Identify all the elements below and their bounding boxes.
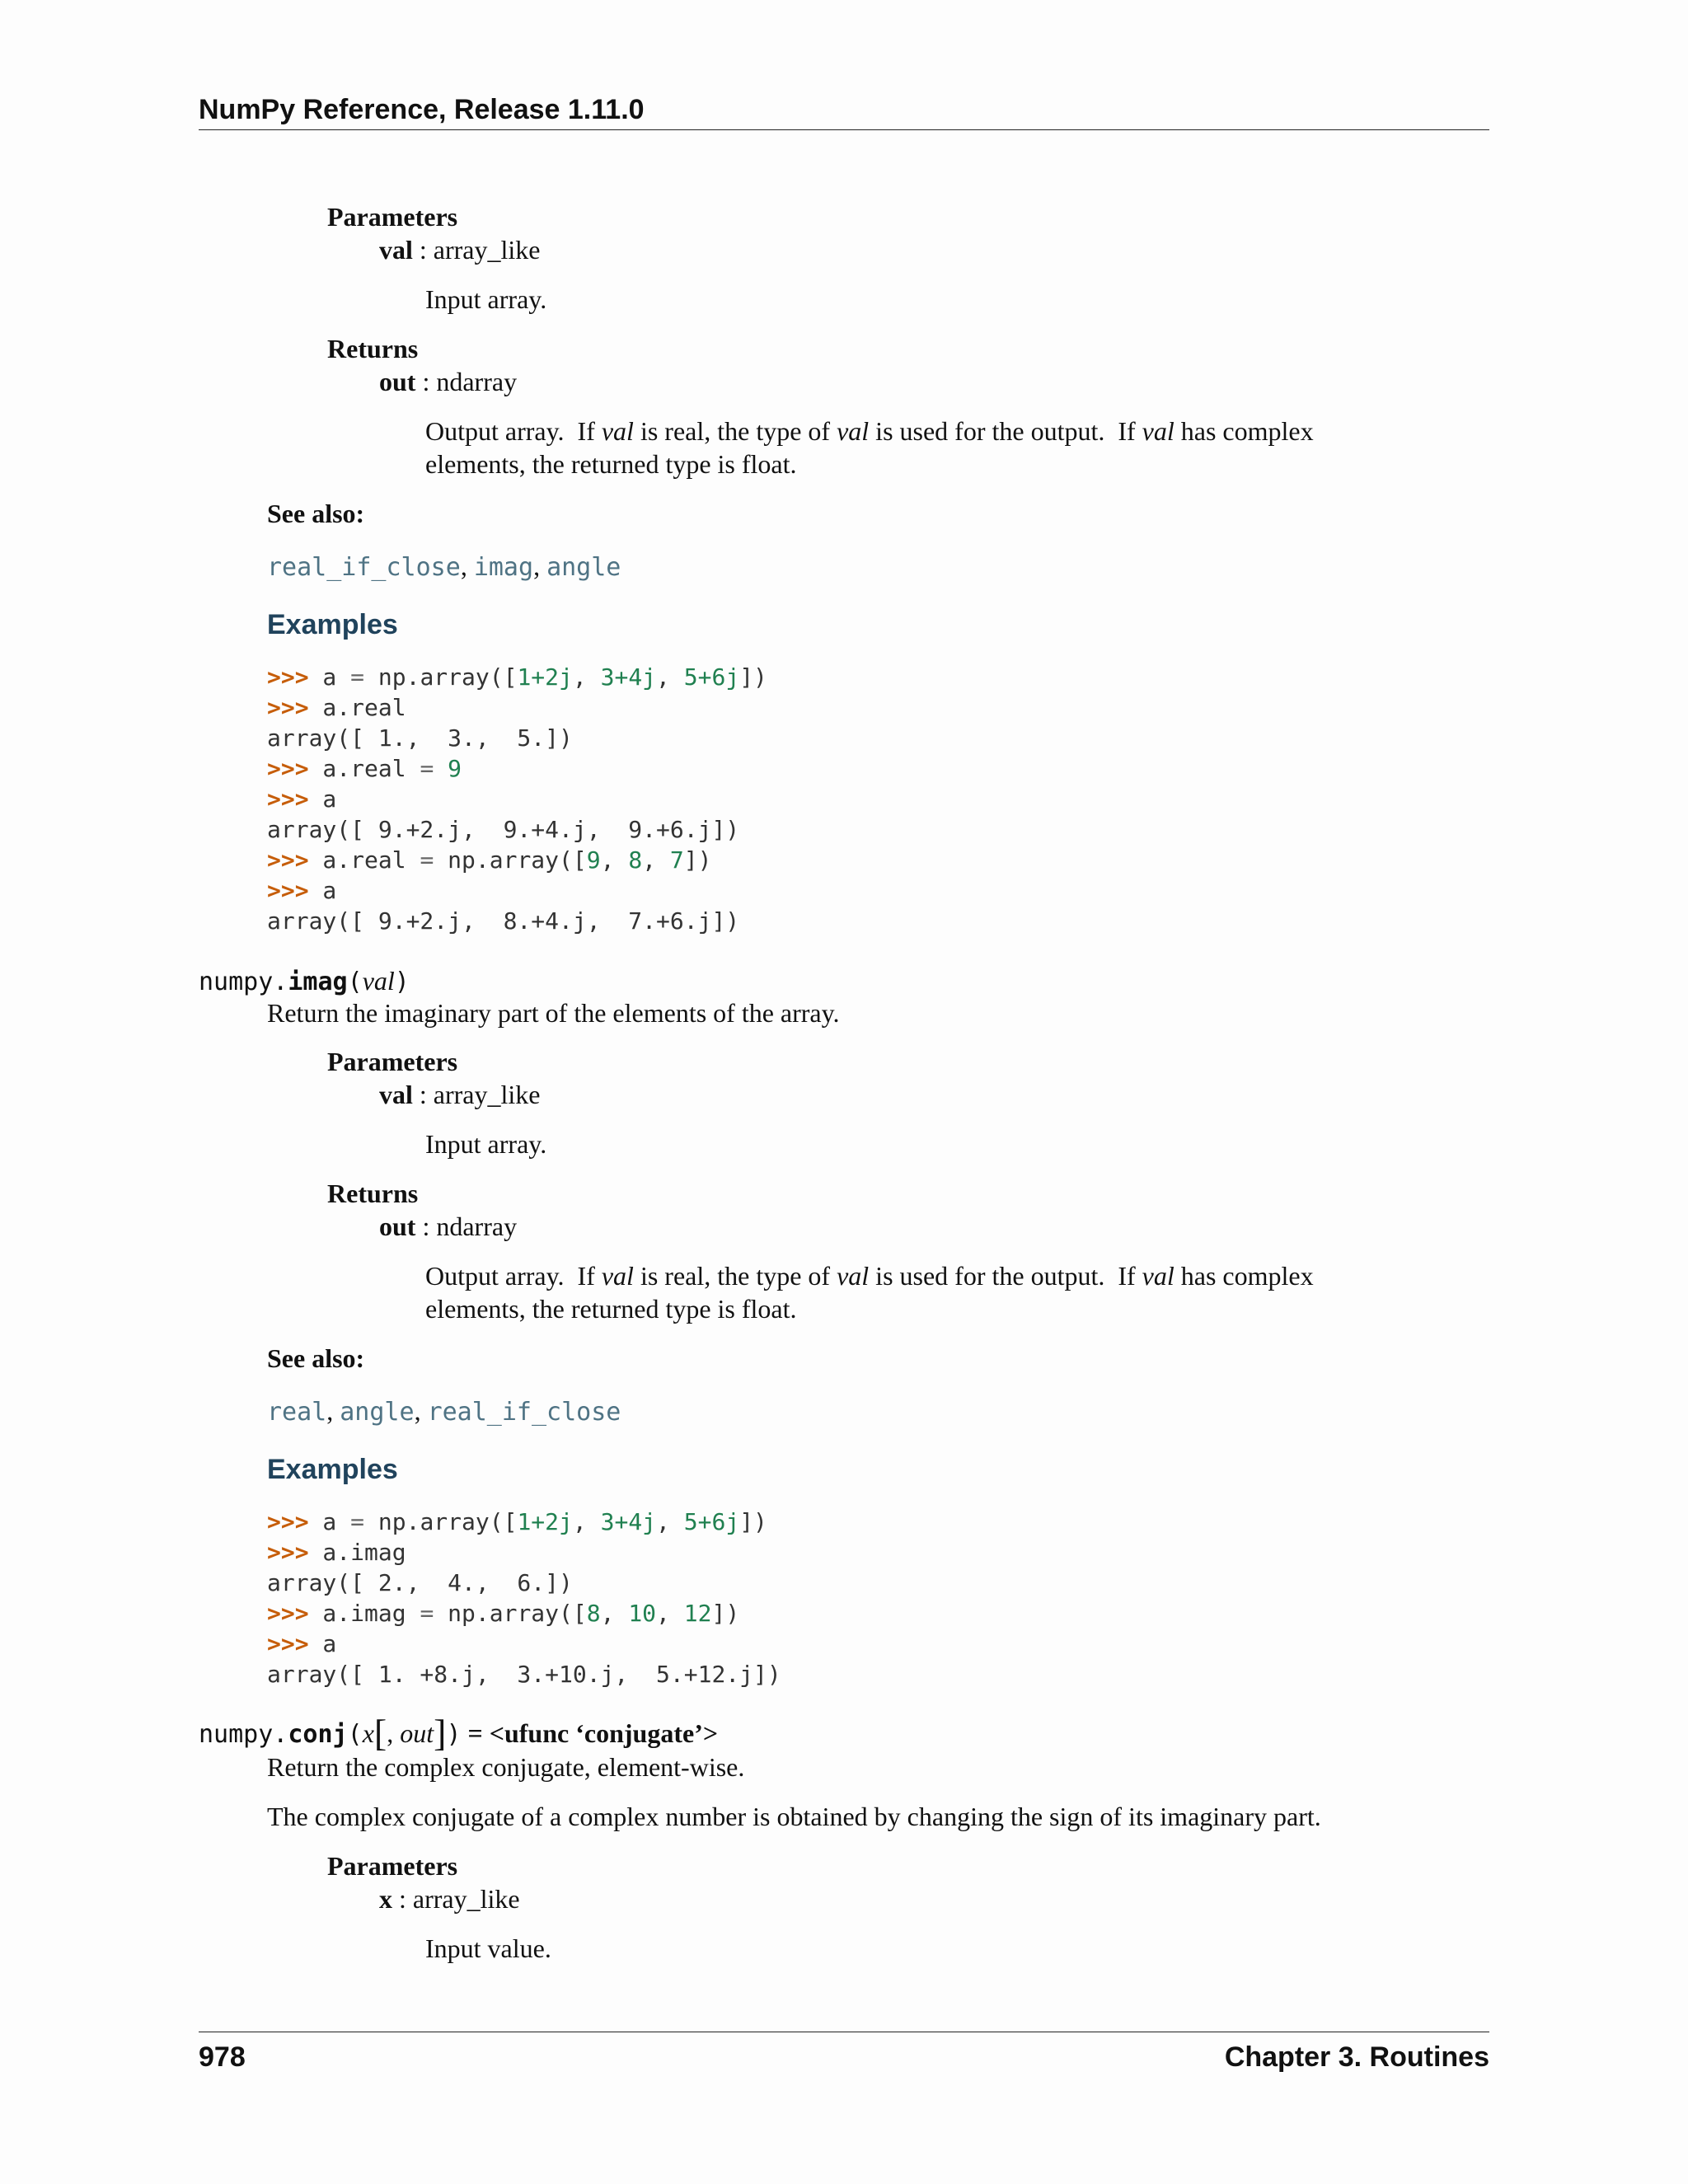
sig-func-name: imag [288,968,348,996]
see-also-links: real_if_close, imag, angle [267,551,621,582]
code-example-imag [267,1507,781,1690]
see-also-heading: See also: [267,1343,365,1373]
see-also-links: real, angle, real_if_close [267,1396,621,1427]
link-real-if-close[interactable]: real_if_close [427,1398,621,1427]
examples-heading: Examples [267,1454,398,1485]
return-out: out : ndarray [379,367,518,396]
link-angle[interactable]: angle [340,1398,415,1427]
param-val-desc: Input array. [425,1129,547,1159]
sig-arg: val [362,966,395,996]
conj-signature: numpy.conj(x[, out]) = <ufunc ‘conjugate’> [199,1712,719,1754]
parameters-heading: Parameters [327,1047,458,1076]
code-line: >>> a [267,1630,337,1657]
link-angle[interactable]: angle [546,553,621,582]
parameters-heading: Parameters [327,202,458,232]
return-out-desc-line2: elements, the returned type is float. [425,449,797,479]
parameters-heading: Parameters [327,1851,458,1881]
page-number: 978 [199,2041,246,2073]
sig-module: numpy. [199,1720,288,1749]
conj-summary: Return the complex conjugate, element-wise. [267,1752,745,1782]
returns-heading: Returns [327,334,419,363]
imag-summary: Return the imaginary part of the elements of the array. [267,998,840,1028]
running-header [199,93,1489,130]
sig-ufunc: = <ufunc ‘conjugate’> [461,1718,719,1748]
code-line: array([ 9.+2.j, 8.+4.j, 7.+6.j]) [267,907,740,935]
code-line: >>> a.real = 9 [267,755,462,782]
code-line: array([ 9.+2.j, 9.+4.j, 9.+6.j]) [267,816,740,843]
code-line: array([ 1. +8.j, 3.+10.j, 5.+12.j]) [267,1661,781,1688]
code-line: >>> a.imag = np.array([8, 10, 12]) [267,1600,740,1627]
link-imag[interactable]: imag [473,553,534,582]
code-line: >>> a = np.array([1+2j, 3+4j, 5+6j]) [267,1508,767,1535]
returns-heading: Returns [327,1179,419,1208]
code-line: >>> a.imag [267,1539,406,1566]
param-x: x : array_like [379,1884,520,1914]
code-line: >>> a [267,877,337,904]
param-val: val : array_like [379,235,541,265]
code-line: >>> a.real [267,694,406,721]
param-val: val : array_like [379,1080,541,1109]
code-line: array([ 2., 4., 6.]) [267,1569,573,1596]
code-line: >>> a.real = np.array([9, 8, 7]) [267,846,712,874]
link-real-if-close[interactable]: real_if_close [267,553,461,582]
conj-description: The complex conjugate of a complex number is obtained by changing the sign of its imaginary part. [267,1802,1321,1831]
chapter-label: Chapter 3. Routines [1224,2041,1489,2073]
return-out-desc-line2: elements, the returned type is float. [425,1294,797,1324]
code-line: >>> a = np.array([1+2j, 3+4j, 5+6j]) [267,663,767,691]
param-x-desc: Input value. [425,1933,551,1963]
sig-func-name: conj [288,1720,348,1749]
return-out-desc: Output array. If val is real, the type of val is used for the output. If val has complex [425,416,1314,446]
code-example-real [267,662,767,936]
link-real[interactable]: real [267,1398,327,1427]
imag-signature: numpy.imag(val) [199,966,410,996]
see-also-heading: See also: [267,499,365,528]
return-out: out : ndarray [379,1212,518,1241]
sig-module: numpy. [199,968,288,996]
header-title: NumPy Reference, Release 1.11.0 [199,94,645,125]
param-val-desc: Input array. [425,284,547,314]
code-line: array([ 1., 3., 5.]) [267,724,573,752]
running-footer [199,2032,1489,2074]
return-out-desc: Output array. If val is real, the type of val is used for the output. If val has complex [425,1261,1314,1291]
examples-heading: Examples [267,609,398,640]
code-line: >>> a [267,785,337,813]
